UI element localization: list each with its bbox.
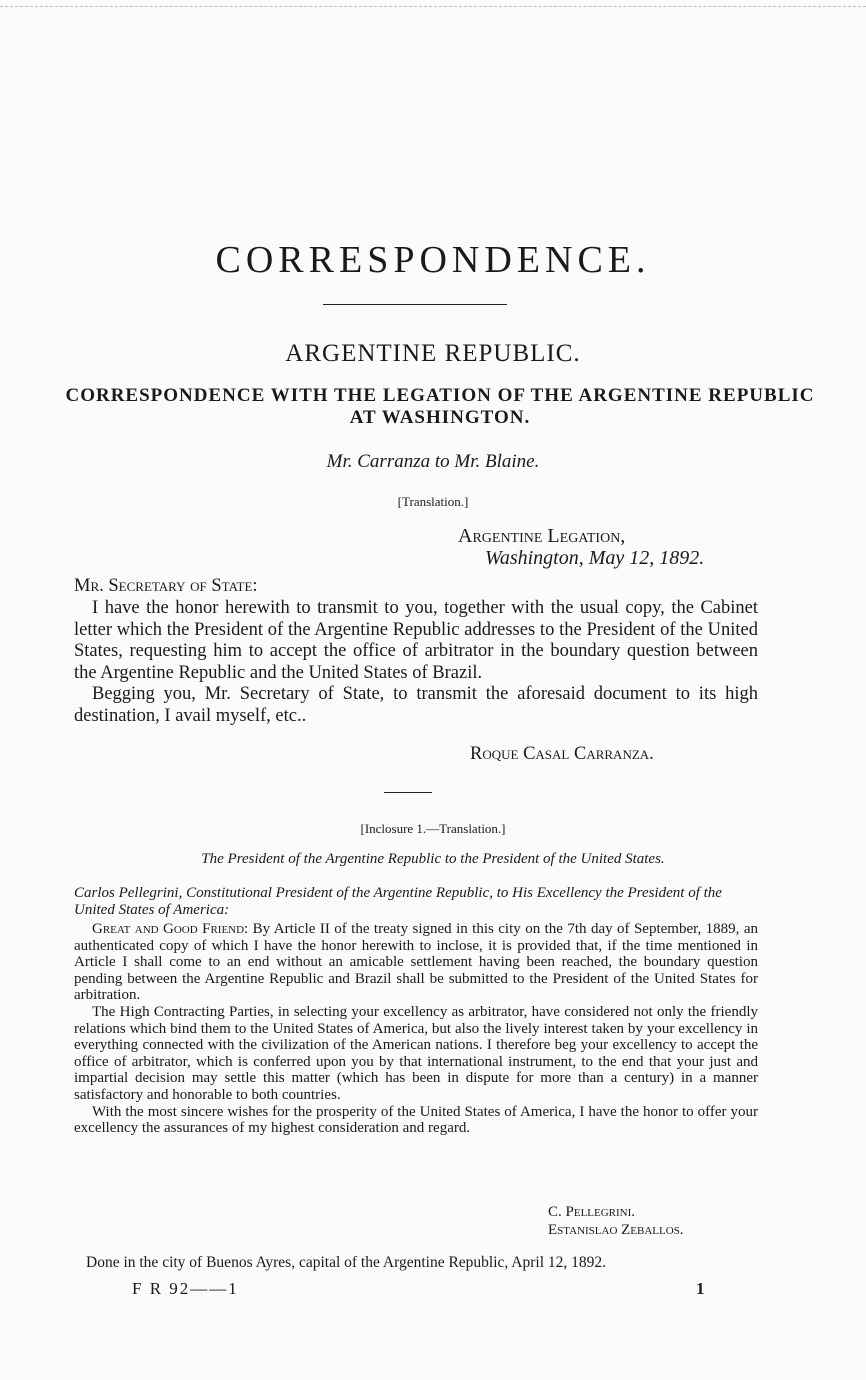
letter-dateline: Washington, May 12, 1892. [485,547,705,569]
signatory-1: C. Pellegrini. [548,1204,636,1220]
inclosure-title: The President of the Argentine Republic to the President of the United States. [201,851,665,867]
page-number: 1 [696,1279,705,1298]
legation-place: Argentine Legation, [458,525,626,547]
section-rule [384,792,432,793]
letter-paragraph: I have the honor herewith to transmit to you, together with the usual copy, the Cabinet letter which the President of the Argentine Republic addresses to the President of the United States, requesting him to accept the office of arbitrator in the boundary question between the Argentine Republic and the United States of Brazil. [74,598,758,683]
inclosure-address: Carlos Pellegrini, Constitutional President of the Argentine Republic, to His Excellency the President of the United States of America: [74,885,722,918]
translation-note: [Translation.] [397,494,469,509]
inclosure-salutation: Great and Good Friend: [92,921,249,937]
title-rule [323,304,507,305]
subject-heading: CORRESPONDENCE WITH THE LEGATION OF THE ARGENTINE REPUBLIC AT WASHINGTON. [65,385,815,428]
signatory-2: Estanislao Zeballos. [548,1222,684,1238]
inclosure-note: [Inclosure 1.—Translation.] [360,821,506,836]
letter-salutation: Mr. Secretary of State: [74,576,258,596]
inclosure-paragraph: With the most sincere wishes for the prosperity of the United States of America, I have the honor to offer your excellency the assurances of my highest consideration and regard. [74,1103,758,1137]
inclosure-paragraph: The High Contracting Parties, in selecting your excellency as arbitrator, have considered not only the friendly relations which bind them to the United States of America, but also the lively interest taken by your excellency in everything connected with the civilization of the American nations. I therefore beg your excellency to accept the office of arbitrator, which is conferred upon you by that international instrument, to the end that your just and impartial decision may settle this matter (which has been in dispute for more than a century) in a manner satisfactory and honorable to both countries. [74,1003,758,1103]
page-title: CORRESPONDENCE. [215,239,651,281]
inclosure-paragraph [74,921,758,1004]
inclosure-paragraph-text: By Article II of the treaty signed in this city on the 7th day of September, 1889, an authenticated copy of which I have the honor herewith to inclose, it is provided that, if the time mentioned in Article I shall come to an end without an amicable settlement having been reached, the boundary question pending between the Argentine Republic and Brazil shall be submitted to the President of the United States for arbitration. [74,921,759,1004]
letter-signature: Roque Casal Carranza. [470,744,654,764]
section-title: ARGENTINE REPUBLIC. [285,340,581,367]
letter-paragraph: Begging you, Mr. Secretary of State, to transmit the aforesaid document to its high destination, I avail myself, etc.. [74,684,758,726]
letter-body [74,598,758,727]
signature-mark: F R 92——1 [132,1279,239,1298]
letter-title: Mr. Carranza to Mr. Blaine. [326,451,540,472]
inclosure-body [74,921,758,1137]
done-line: Done in the city of Buenos Ayres, capital of the Argentine Republic, April 12, 1892. [86,1254,607,1271]
top-border [0,6,866,7]
